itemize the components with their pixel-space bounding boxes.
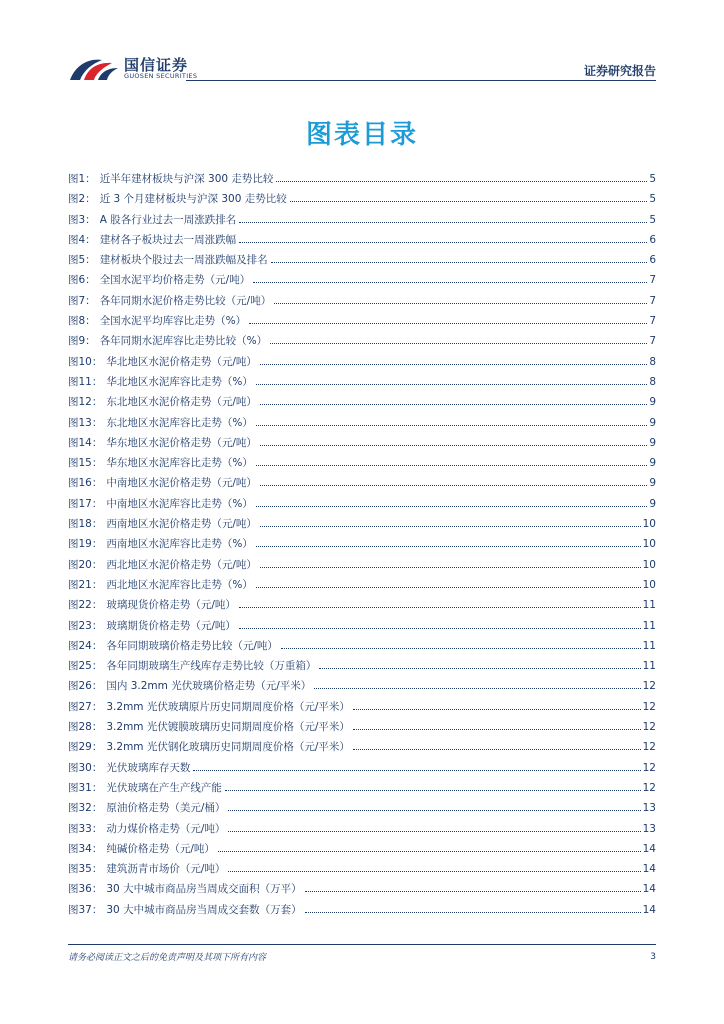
toc-entry-page: 12 xyxy=(642,680,656,693)
toc-entry-title: 各年同期玻璃生产线库存走势比较（万重箱） xyxy=(106,660,317,673)
toc-dot-leader xyxy=(218,851,641,852)
toc-entry-number: 图7： xyxy=(68,294,96,307)
toc-entry-page: 10 xyxy=(642,518,656,531)
toc-dot-leader xyxy=(260,485,647,486)
toc-entry[interactable] xyxy=(68,821,656,841)
toc-entry-number: 图37： xyxy=(68,903,103,916)
guosen-logo-icon xyxy=(68,54,120,84)
toc-entry-number: 图29： xyxy=(68,741,103,754)
toc-entry[interactable] xyxy=(68,760,656,780)
toc-entry-page: 6 xyxy=(649,254,656,267)
toc-entry-number: 图24： xyxy=(68,639,103,652)
toc-dot-leader xyxy=(314,688,640,689)
toc-entry-title: 华东地区水泥价格走势（元/吨） xyxy=(106,436,257,449)
toc-entry-page: 11 xyxy=(642,639,656,652)
toc-entry[interactable] xyxy=(68,272,656,292)
toc-entry-title: 玻璃现货价格走势（元/吨） xyxy=(106,599,236,612)
toc-entry[interactable] xyxy=(68,171,656,191)
toc-dot-leader xyxy=(319,668,640,669)
toc-entry-title: 光伏玻璃库存天数 xyxy=(106,761,191,774)
toc-entry[interactable] xyxy=(68,232,656,252)
toc-dot-leader xyxy=(353,729,641,730)
toc-entry-number: 图12： xyxy=(68,396,103,409)
toc-entry-number: 图18： xyxy=(68,518,103,531)
toc-entry[interactable] xyxy=(68,800,656,820)
toc-entry-title: 30 大中城市商品房当周成交面积（万平） xyxy=(106,883,302,896)
toc-entry[interactable] xyxy=(68,435,656,455)
toc-entry-number: 图28： xyxy=(68,721,103,734)
toc-dot-leader xyxy=(228,810,640,811)
toc-entry-page: 9 xyxy=(649,396,656,409)
toc-dot-leader xyxy=(239,628,641,629)
toc-entry-title: 西南地区水泥价格走势（元/吨） xyxy=(106,518,257,531)
toc-entry-title: 玻璃期货价格走势（元/吨） xyxy=(106,619,236,632)
toc-entry-number: 图20： xyxy=(68,558,103,571)
toc-entry-number: 图30： xyxy=(68,761,103,774)
toc-entry-page: 10 xyxy=(642,538,656,551)
report-type-label: 证券研究报告 xyxy=(583,64,656,78)
toc-entry[interactable] xyxy=(68,475,656,495)
toc-entry-page: 12 xyxy=(642,781,656,794)
toc-entry[interactable] xyxy=(68,902,656,922)
toc-entry[interactable] xyxy=(68,496,656,516)
toc-entry-page: 12 xyxy=(642,700,656,713)
toc-dot-leader xyxy=(256,465,647,466)
toc-entry-title: 国内 3.2mm 光伏玻璃价格走势（元/平米） xyxy=(106,680,312,693)
toc-entry-number: 图2： xyxy=(68,193,96,206)
toc-entry-title: 各年同期玻璃价格走势比较（元/吨） xyxy=(106,639,278,652)
toc-entry-title: 建材各子板块过去一周涨跌幅 xyxy=(99,233,237,246)
toc-dot-leader xyxy=(249,323,647,324)
toc-entry-number: 图32： xyxy=(68,802,103,815)
toc-entry-number: 图14： xyxy=(68,436,103,449)
toc-dot-leader xyxy=(256,384,647,385)
toc-entry-title: 动力煤价格走势（元/吨） xyxy=(106,822,226,835)
toc-entry-page: 11 xyxy=(642,599,656,612)
toc-entry-number: 图10： xyxy=(68,355,103,368)
toc-entry-number: 图4： xyxy=(68,233,96,246)
toc-entry-page: 11 xyxy=(642,660,656,673)
logo-text-en: GUOSEN SECURITIES xyxy=(124,72,198,80)
toc-entry-title: 中南地区水泥库容比走势（%） xyxy=(106,497,253,510)
toc-dot-leader xyxy=(290,201,648,202)
toc-entry-page: 13 xyxy=(642,822,656,835)
toc-entry-page: 9 xyxy=(649,477,656,490)
toc-dot-leader xyxy=(239,242,647,243)
toc-entry-title: 中南地区水泥价格走势（元/吨） xyxy=(106,477,257,490)
footer-divider xyxy=(68,944,656,945)
toc-entry-number: 图22： xyxy=(68,599,103,612)
toc-entry[interactable] xyxy=(68,333,656,353)
toc-entry-page: 9 xyxy=(649,497,656,510)
toc-dot-leader xyxy=(225,790,641,791)
toc-entry-number: 图13： xyxy=(68,416,103,429)
toc-entry[interactable] xyxy=(68,618,656,638)
toc-entry-number: 图17： xyxy=(68,497,103,510)
toc-entry-title: 建筑沥青市场价（元/吨） xyxy=(106,863,226,876)
toc-entry-number: 图6： xyxy=(68,274,96,287)
toc-entry-title: 纯碱价格走势（元/吨） xyxy=(106,842,215,855)
toc-entry-page: 7 xyxy=(649,315,656,328)
toc-entry[interactable] xyxy=(68,557,656,577)
toc-entry-page: 14 xyxy=(642,903,656,916)
toc-entry[interactable] xyxy=(68,719,656,739)
toc-dot-leader xyxy=(260,364,647,365)
disclaimer-text: 请务必阅读正文之后的免责声明及其项下所有内容 xyxy=(68,953,267,963)
toc-dot-leader xyxy=(260,526,641,527)
toc-dot-leader xyxy=(239,607,641,608)
toc-dot-leader xyxy=(353,709,641,710)
header-divider xyxy=(186,80,656,81)
toc-entry[interactable] xyxy=(68,191,656,211)
toc-entry-number: 图23： xyxy=(68,619,103,632)
toc-entry-number: 图25： xyxy=(68,660,103,673)
toc-entry-title: 光伏玻璃在产生产线产能 xyxy=(106,781,222,794)
toc-entry-number: 图1： xyxy=(68,173,96,185)
toc-entry[interactable] xyxy=(68,354,656,374)
toc-dot-leader xyxy=(256,506,647,507)
toc-entry-title: 各年同期水泥库容比走势比较（%） xyxy=(99,335,268,348)
toc-entry-number: 图3： xyxy=(68,213,96,226)
toc-entry-number: 图8： xyxy=(68,315,96,328)
toc-entry-number: 图11： xyxy=(68,375,103,388)
toc-entry-page: 5 xyxy=(649,193,656,206)
toc-entry[interactable] xyxy=(68,658,656,678)
toc-dot-leader xyxy=(256,425,647,426)
page-title: 图表目录 xyxy=(305,120,418,150)
toc-entry-number: 图5： xyxy=(68,254,96,267)
toc-dot-leader xyxy=(239,222,647,223)
toc-entry-page: 10 xyxy=(642,578,656,591)
toc-dot-leader xyxy=(228,871,640,872)
toc-entry-page: 5 xyxy=(649,173,656,185)
toc-entry[interactable] xyxy=(68,313,656,333)
toc-entry-title: 华北地区水泥价格走势（元/吨） xyxy=(106,355,257,368)
toc-dot-leader xyxy=(256,546,641,547)
toc-entry[interactable] xyxy=(68,577,656,597)
toc-entry-number: 图33： xyxy=(68,822,103,835)
toc-entry[interactable] xyxy=(68,739,656,759)
toc-entry-title: 东北地区水泥库容比走势（%） xyxy=(106,416,253,429)
toc-entry[interactable] xyxy=(68,861,656,881)
toc-dot-leader xyxy=(260,567,641,568)
toc-entry-number: 图15： xyxy=(68,457,103,470)
table-of-figures xyxy=(68,171,656,922)
toc-entry-number: 图9： xyxy=(68,335,96,348)
toc-dot-leader xyxy=(305,891,641,892)
toc-entry[interactable] xyxy=(68,455,656,475)
toc-entry-page: 7 xyxy=(649,294,656,307)
toc-entry[interactable] xyxy=(68,841,656,861)
toc-entry-title: 建材板块个股过去一周涨跌幅及排名 xyxy=(99,254,268,267)
toc-entry-page: 6 xyxy=(649,233,656,246)
toc-entry-title: 各年同期水泥价格走势比较（元/吨） xyxy=(99,294,272,307)
logo-text-cn: 国信证券 xyxy=(124,56,189,74)
toc-entry-page: 14 xyxy=(642,842,656,855)
toc-entry[interactable] xyxy=(68,536,656,556)
toc-entry-title: 近 3 个月建材板块与沪深 300 走势比较 xyxy=(99,193,287,206)
toc-entry[interactable] xyxy=(68,252,656,272)
toc-dot-leader xyxy=(253,282,647,283)
toc-entry-page: 12 xyxy=(642,761,656,774)
toc-entry-title: 全国水泥平均价格走势（元/吨） xyxy=(99,274,251,287)
toc-entry-page: 14 xyxy=(642,883,656,896)
toc-dot-leader xyxy=(256,587,641,588)
toc-entry-page: 5 xyxy=(649,213,656,226)
toc-entry-page: 8 xyxy=(649,355,656,368)
toc-entry-page: 12 xyxy=(642,721,656,734)
toc-entry-title: 西北地区水泥库容比走势（%） xyxy=(106,578,253,591)
toc-entry-page: 9 xyxy=(649,457,656,470)
toc-entry-number: 图36： xyxy=(68,883,103,896)
toc-entry[interactable] xyxy=(68,678,656,698)
toc-entry-title: 3.2mm 光伏钢化玻璃历史同期周度价格（元/平米） xyxy=(106,741,350,754)
toc-entry-page: 9 xyxy=(649,436,656,449)
toc-dot-leader xyxy=(260,445,647,446)
toc-dot-leader xyxy=(228,831,640,832)
toc-entry-title: 全国水泥平均库容比走势（%） xyxy=(99,315,247,328)
toc-entry-page: 10 xyxy=(642,558,656,571)
page-header xyxy=(68,50,656,84)
toc-dot-leader xyxy=(305,912,641,913)
toc-entry-title: 近半年建材板块与沪深 300 走势比较 xyxy=(99,173,274,185)
toc-entry-page: 14 xyxy=(642,863,656,876)
toc-entry-page: 12 xyxy=(642,741,656,754)
toc-entry-title: 东北地区水泥价格走势（元/吨） xyxy=(106,396,257,409)
toc-entry-page: 8 xyxy=(649,375,656,388)
toc-entry[interactable] xyxy=(68,394,656,414)
toc-entry-page: 13 xyxy=(642,802,656,815)
toc-entry[interactable] xyxy=(68,699,656,719)
toc-entry-title: 3.2mm 光伏玻璃原片历史同期周度价格（元/平米） xyxy=(106,700,350,713)
toc-entry-title: 30 大中城市商品房当周成交套数（万套） xyxy=(106,903,302,916)
toc-entry-number: 图27： xyxy=(68,700,103,713)
toc-entry-title: 原油价格走势（美元/桶） xyxy=(106,802,226,815)
toc-entry[interactable] xyxy=(68,212,656,232)
toc-dot-leader xyxy=(271,262,648,263)
toc-entry-number: 图34： xyxy=(68,842,103,855)
toc-entry-title: A 股各行业过去一周涨跌排名 xyxy=(99,213,237,226)
toc-dot-leader xyxy=(274,303,647,304)
toc-dot-leader xyxy=(276,181,647,182)
toc-dot-leader xyxy=(353,749,641,750)
toc-entry-number: 图31： xyxy=(68,781,103,794)
page-number: 3 xyxy=(650,952,656,962)
toc-entry[interactable] xyxy=(68,293,656,313)
toc-dot-leader xyxy=(281,648,641,649)
toc-entry-page: 9 xyxy=(649,416,656,429)
toc-entry-number: 图21： xyxy=(68,578,103,591)
toc-entry[interactable] xyxy=(68,597,656,617)
toc-entry-page: 11 xyxy=(642,619,656,632)
toc-entry[interactable] xyxy=(68,374,656,394)
toc-entry-title: 西北地区水泥价格走势（元/吨） xyxy=(106,558,257,571)
toc-entry-page: 7 xyxy=(649,274,656,287)
toc-dot-leader xyxy=(260,404,647,405)
toc-entry-title: 3.2mm 光伏镀膜玻璃历史同期周度价格（元/平米） xyxy=(106,721,350,734)
toc-dot-leader xyxy=(193,770,640,771)
toc-entry-title: 华东地区水泥库容比走势（%） xyxy=(106,457,253,470)
toc-entry-number: 图19： xyxy=(68,538,103,551)
toc-entry[interactable] xyxy=(68,415,656,435)
toc-entry-page: 7 xyxy=(649,335,656,348)
toc-entry[interactable] xyxy=(68,638,656,658)
toc-entry[interactable] xyxy=(68,881,656,901)
toc-dot-leader xyxy=(270,343,647,344)
toc-entry-title: 华北地区水泥库容比走势（%） xyxy=(106,375,253,388)
toc-entry-number: 图16： xyxy=(68,477,103,490)
toc-entry[interactable] xyxy=(68,780,656,800)
toc-entry-title: 西南地区水泥库容比走势（%） xyxy=(106,538,253,551)
toc-entry-number: 图35： xyxy=(68,863,103,876)
toc-entry[interactable] xyxy=(68,516,656,536)
toc-entry-number: 图26： xyxy=(68,680,103,693)
